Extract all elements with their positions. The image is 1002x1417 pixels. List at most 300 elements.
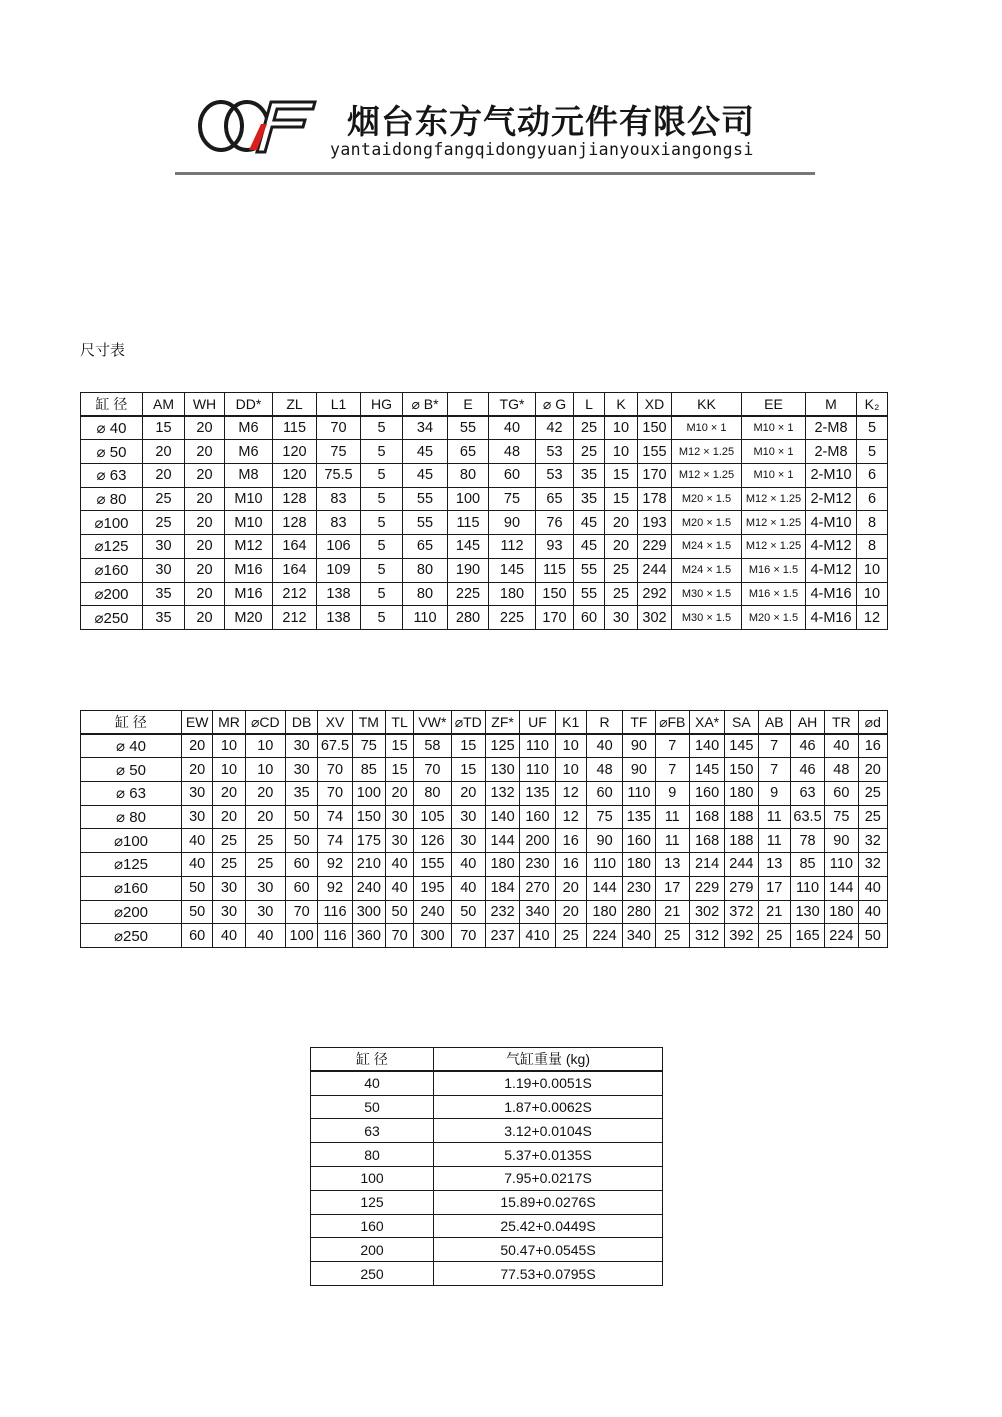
table-cell: 20 — [185, 606, 225, 630]
table-cell: 83 — [317, 511, 361, 535]
table-row — [81, 829, 888, 853]
table-cell: 32 — [858, 853, 887, 877]
row-label-cell: ⌀250 — [81, 606, 143, 630]
row-label-cell: ⌀ 50 — [81, 440, 143, 464]
table-cell: 105 — [414, 805, 451, 829]
column-header: ⌀d — [858, 711, 887, 735]
table-cell: M12 × 1.25 — [672, 440, 742, 464]
table-row — [81, 582, 888, 606]
table-cell: 30 — [605, 606, 638, 630]
table-row — [81, 853, 888, 877]
table-cell: 25 — [213, 829, 245, 853]
table-cell: 110 — [520, 734, 555, 758]
table-cell: 164 — [273, 558, 317, 582]
table-cell: 150 — [536, 582, 574, 606]
table-cell: 7.95+0.0217S — [434, 1166, 663, 1190]
row-label-cell: ⌀ 40 — [81, 416, 143, 440]
table-cell: 20 — [185, 511, 225, 535]
row-label-cell: 63 — [311, 1119, 434, 1143]
table-cell: 55 — [403, 487, 448, 511]
table-cell: 74 — [318, 805, 352, 829]
table-cell: 20 — [451, 782, 485, 806]
table-cell: 9 — [655, 782, 689, 806]
table-row — [311, 1119, 663, 1143]
table-cell: 170 — [638, 464, 672, 488]
table-cell: 25 — [143, 487, 185, 511]
table-cell: M12 × 1.25 — [742, 511, 806, 535]
table-row — [81, 535, 888, 559]
table-cell: 50 — [385, 900, 413, 924]
table-cell: 229 — [689, 876, 724, 900]
table-cell: 280 — [448, 606, 489, 630]
table-cell: 120 — [273, 440, 317, 464]
table-row — [81, 900, 888, 924]
table-cell: 30 — [245, 876, 285, 900]
table-cell: 150 — [638, 416, 672, 440]
table-cell: 160 — [623, 829, 655, 853]
table-cell: 9 — [758, 782, 790, 806]
table-cell: 20 — [245, 805, 285, 829]
table-cell: 63 — [790, 782, 824, 806]
table-row — [311, 1143, 663, 1167]
table-cell: 125 — [485, 734, 519, 758]
table-cell: 80 — [414, 782, 451, 806]
row-label-cell: ⌀ 80 — [81, 487, 143, 511]
table-cell: 30 — [213, 900, 245, 924]
table-cell: 279 — [725, 876, 758, 900]
table-cell: M12 — [225, 535, 273, 559]
table-cell: 70 — [318, 758, 352, 782]
table-cell: 5 — [361, 558, 403, 582]
table-cell: 3.12+0.0104S — [434, 1119, 663, 1143]
table-cell: 100 — [352, 782, 385, 806]
table-cell: 63.5 — [790, 805, 824, 829]
table-cell: 5 — [361, 464, 403, 488]
table-cell: 30 — [245, 900, 285, 924]
table-cell: M10 × 1 — [672, 416, 742, 440]
table-cell: 372 — [725, 900, 758, 924]
table-row — [81, 876, 888, 900]
table-cell: 109 — [317, 558, 361, 582]
table-cell: 2-M10 — [806, 464, 857, 488]
table-cell: 115 — [448, 511, 489, 535]
table-cell: 180 — [825, 900, 858, 924]
table-cell: 17 — [655, 876, 689, 900]
table-cell: 42 — [536, 416, 574, 440]
table-cell: 75 — [352, 734, 385, 758]
table-row — [81, 487, 888, 511]
table-cell: 25 — [574, 416, 605, 440]
table-cell: 168 — [689, 829, 724, 853]
column-header: DD* — [225, 393, 273, 417]
table-cell: 50 — [182, 900, 213, 924]
table-cell: 20 — [185, 582, 225, 606]
table-row — [81, 758, 888, 782]
table-cell: 30 — [143, 535, 185, 559]
column-header: ZF* — [485, 711, 519, 735]
column-header: ⌀FB — [655, 711, 689, 735]
table-cell: 60 — [586, 782, 622, 806]
table-cell: 140 — [485, 805, 519, 829]
table-cell: 35 — [143, 606, 185, 630]
column-header: TR — [825, 711, 858, 735]
table-cell: 60 — [286, 853, 318, 877]
dimension-table-1 — [80, 392, 888, 630]
table-cell: 160 — [520, 805, 555, 829]
table-cell: 20 — [245, 782, 285, 806]
column-header: DB — [286, 711, 318, 735]
column-header: TM — [352, 711, 385, 735]
row-label-cell: 125 — [311, 1190, 434, 1214]
table-cell: 30 — [385, 805, 413, 829]
column-header: R — [586, 711, 622, 735]
table-cell: 67.5 — [318, 734, 352, 758]
table-cell: 20 — [143, 464, 185, 488]
table-cell: 60 — [286, 876, 318, 900]
table-cell: 30 — [286, 734, 318, 758]
table-cell: 144 — [485, 829, 519, 853]
table-cell: 130 — [485, 758, 519, 782]
column-header: K₂ — [857, 393, 888, 417]
company-name-cn: 烟台东方气动元件有限公司 — [347, 102, 755, 141]
table-cell: 116 — [318, 900, 352, 924]
table-cell: 16 — [555, 853, 586, 877]
table-row — [81, 782, 888, 806]
table-cell: 126 — [414, 829, 451, 853]
table-cell: 410 — [520, 924, 555, 948]
table-cell: 46 — [790, 734, 824, 758]
table-cell: 90 — [825, 829, 858, 853]
table-cell: 30 — [451, 805, 485, 829]
table-cell: 15 — [143, 416, 185, 440]
table-cell: 25 — [143, 511, 185, 535]
table-cell: 170 — [536, 606, 574, 630]
row-label-cell: 80 — [311, 1143, 434, 1167]
table-cell: 80 — [403, 582, 448, 606]
column-header: 缸 径 — [81, 711, 182, 735]
row-label-cell: ⌀160 — [81, 876, 182, 900]
table-cell: 138 — [317, 606, 361, 630]
table-row — [311, 1166, 663, 1190]
table-cell: 237 — [485, 924, 519, 948]
table-cell: 7 — [655, 758, 689, 782]
table-cell: M20 × 1.5 — [672, 511, 742, 535]
table-header-row — [311, 1048, 663, 1072]
table-cell: 13 — [655, 853, 689, 877]
table-header-row — [81, 711, 888, 735]
table-cell: 40 — [489, 416, 536, 440]
table-cell: M24 × 1.5 — [672, 558, 742, 582]
table-row — [81, 440, 888, 464]
column-header: L1 — [317, 393, 361, 417]
column-header: ⌀TD — [451, 711, 485, 735]
table-cell: 15 — [451, 734, 485, 758]
table-cell: 50 — [286, 805, 318, 829]
table-cell: 35 — [286, 782, 318, 806]
table-cell: 145 — [689, 758, 724, 782]
column-header: UF — [520, 711, 555, 735]
table-cell: 225 — [489, 606, 536, 630]
table-row — [311, 1071, 663, 1095]
table-cell: 20 — [185, 487, 225, 511]
table-cell: 45 — [574, 535, 605, 559]
table-cell: 50.47+0.0545S — [434, 1238, 663, 1262]
table-cell: 65 — [403, 535, 448, 559]
table-cell: 30 — [451, 829, 485, 853]
table-cell: 4-M12 — [806, 535, 857, 559]
table-cell: 75 — [317, 440, 361, 464]
table-cell: 20 — [213, 805, 245, 829]
table-cell: 75 — [825, 805, 858, 829]
table-cell: 25 — [605, 582, 638, 606]
table-cell: 5 — [361, 511, 403, 535]
table-cell: 7 — [655, 734, 689, 758]
table-cell: 340 — [520, 900, 555, 924]
table-cell: 20 — [182, 734, 213, 758]
table-cell: 2-M8 — [806, 416, 857, 440]
table-cell: 78 — [790, 829, 824, 853]
table-cell: 40 — [182, 829, 213, 853]
table-cell: 106 — [317, 535, 361, 559]
column-header: ZL — [273, 393, 317, 417]
table-cell: 55 — [448, 416, 489, 440]
table-cell: 5 — [361, 440, 403, 464]
table-cell: M30 × 1.5 — [672, 582, 742, 606]
table-cell: 70 — [318, 782, 352, 806]
table-cell: 224 — [586, 924, 622, 948]
table-cell: 20 — [213, 782, 245, 806]
table-cell: 6 — [857, 464, 888, 488]
column-header: 缸 径 — [81, 393, 143, 417]
table-cell: 40 — [385, 876, 413, 900]
table-cell: 46 — [790, 758, 824, 782]
table-cell: 10 — [245, 758, 285, 782]
table-cell: 214 — [689, 853, 724, 877]
table-cell: 7 — [758, 734, 790, 758]
table-cell: 2-M8 — [806, 440, 857, 464]
row-label-cell: ⌀ 40 — [81, 734, 182, 758]
table-cell: M6 — [225, 440, 273, 464]
table-cell: 70 — [317, 416, 361, 440]
table-cell: 70 — [286, 900, 318, 924]
table-cell: 132 — [485, 782, 519, 806]
table-cell: 70 — [414, 758, 451, 782]
table-cell: 144 — [586, 876, 622, 900]
table-cell: 75 — [489, 487, 536, 511]
table-cell: 21 — [758, 900, 790, 924]
table-cell: 58 — [414, 734, 451, 758]
table-cell: 15.89+0.0276S — [434, 1190, 663, 1214]
table-cell: 212 — [273, 606, 317, 630]
table-cell: M24 × 1.5 — [672, 535, 742, 559]
table-cell: 244 — [725, 853, 758, 877]
table-row — [81, 511, 888, 535]
table-cell: 280 — [623, 900, 655, 924]
table-cell: 164 — [273, 535, 317, 559]
table-row — [81, 416, 888, 440]
table-cell: 302 — [689, 900, 724, 924]
table-cell: 10 — [857, 582, 888, 606]
row-label-cell: ⌀125 — [81, 853, 182, 877]
table-cell: 48 — [489, 440, 536, 464]
table-cell: 15 — [385, 758, 413, 782]
column-header: M — [806, 393, 857, 417]
table-cell: 5 — [857, 416, 888, 440]
column-header: TF — [623, 711, 655, 735]
column-header: 缸 径 — [311, 1048, 434, 1072]
table-cell: 92 — [318, 853, 352, 877]
table-cell: 4-M16 — [806, 582, 857, 606]
table-cell: 34 — [403, 416, 448, 440]
table-cell: 11 — [655, 829, 689, 853]
table-cell: 15 — [605, 464, 638, 488]
row-label-cell: 250 — [311, 1262, 434, 1286]
table-cell: 10 — [857, 558, 888, 582]
table-cell: 5 — [361, 535, 403, 559]
table-cell: 12 — [555, 782, 586, 806]
table-cell: 188 — [725, 805, 758, 829]
column-header: HG — [361, 393, 403, 417]
table-cell: 292 — [638, 582, 672, 606]
table-cell: 11 — [758, 829, 790, 853]
table-cell: 20 — [555, 900, 586, 924]
table-cell: M10 × 1 — [742, 464, 806, 488]
column-header: K1 — [555, 711, 586, 735]
table-cell: 40 — [858, 876, 887, 900]
column-header: SA — [725, 711, 758, 735]
table-row — [311, 1238, 663, 1262]
column-header: WH — [185, 393, 225, 417]
table-cell: 40 — [858, 900, 887, 924]
table-cell: 12 — [555, 805, 586, 829]
table-row — [81, 924, 888, 948]
table-cell: 70 — [451, 924, 485, 948]
table-cell: 13 — [758, 853, 790, 877]
table-cell: 80 — [403, 558, 448, 582]
table-cell: 232 — [485, 900, 519, 924]
table-cell: 25 — [574, 440, 605, 464]
table-cell: M20 × 1.5 — [672, 487, 742, 511]
table-cell: 32 — [858, 829, 887, 853]
column-header: EW — [182, 711, 213, 735]
company-logo-icon — [197, 96, 317, 156]
table-cell: 55 — [574, 558, 605, 582]
table-cell: M10 — [225, 511, 273, 535]
table-cell: 10 — [245, 734, 285, 758]
table-row — [311, 1214, 663, 1238]
table-cell: 180 — [489, 582, 536, 606]
table-cell: M16 × 1.5 — [742, 582, 806, 606]
table-cell: 180 — [586, 900, 622, 924]
table-cell: 76 — [536, 511, 574, 535]
table-cell: M16 — [225, 558, 273, 582]
table-cell: 4-M16 — [806, 606, 857, 630]
table-cell: 5 — [857, 440, 888, 464]
table-cell: 16 — [858, 734, 887, 758]
table-cell: 128 — [273, 511, 317, 535]
table-cell: 20 — [185, 558, 225, 582]
table-cell: 90 — [623, 758, 655, 782]
table-cell: 135 — [520, 782, 555, 806]
table-cell: 45 — [403, 440, 448, 464]
table-cell: M6 — [225, 416, 273, 440]
table-cell: 48 — [825, 758, 858, 782]
table-cell: 53 — [536, 464, 574, 488]
table-cell: 210 — [352, 853, 385, 877]
table-cell: M20 — [225, 606, 273, 630]
table-cell: 155 — [638, 440, 672, 464]
table-cell: 25 — [655, 924, 689, 948]
table-cell: 5 — [361, 487, 403, 511]
table-cell: 40 — [182, 853, 213, 877]
table-cell: 135 — [623, 805, 655, 829]
table-cell: 25 — [213, 853, 245, 877]
row-label-cell: 160 — [311, 1214, 434, 1238]
table-cell: 85 — [352, 758, 385, 782]
table-cell: 225 — [448, 582, 489, 606]
table-cell: 90 — [586, 829, 622, 853]
column-header: ⌀ B* — [403, 393, 448, 417]
table-cell: 30 — [182, 782, 213, 806]
row-label-cell: ⌀250 — [81, 924, 182, 948]
table-cell: 145 — [725, 734, 758, 758]
table-cell: 40 — [586, 734, 622, 758]
table-cell: 10 — [555, 734, 586, 758]
table-cell: 35 — [574, 487, 605, 511]
table-cell: M12 × 1.25 — [742, 535, 806, 559]
column-header: AM — [143, 393, 185, 417]
table-cell: 40 — [245, 924, 285, 948]
table-cell: 53 — [536, 440, 574, 464]
table-cell: 8 — [857, 511, 888, 535]
table-cell: 115 — [536, 558, 574, 582]
table-row — [311, 1262, 663, 1286]
table-row — [311, 1095, 663, 1119]
table-cell: 240 — [352, 876, 385, 900]
table-cell: M10 × 1 — [742, 440, 806, 464]
table-cell: 110 — [825, 853, 858, 877]
table-cell: 230 — [520, 853, 555, 877]
row-label-cell: ⌀ 63 — [81, 782, 182, 806]
table-cell: 50 — [451, 900, 485, 924]
table-cell: 100 — [448, 487, 489, 511]
table-cell: 128 — [273, 487, 317, 511]
table-cell: 10 — [605, 416, 638, 440]
table-cell: 15 — [385, 734, 413, 758]
table-cell: 20 — [605, 511, 638, 535]
table-row — [311, 1190, 663, 1214]
table-cell: 10 — [213, 758, 245, 782]
table-cell: 200 — [520, 829, 555, 853]
column-header: TG* — [489, 393, 536, 417]
table-cell: 77.53+0.0795S — [434, 1262, 663, 1286]
table-cell: 168 — [689, 805, 724, 829]
row-label-cell: ⌀ 80 — [81, 805, 182, 829]
table-cell: 110 — [790, 876, 824, 900]
section-title: 尺寸表 — [80, 341, 126, 359]
table-cell: 5.37+0.0135S — [434, 1143, 663, 1167]
table-cell: 138 — [317, 582, 361, 606]
row-label-cell: ⌀160 — [81, 558, 143, 582]
column-header: 气缸重量 (kg) — [434, 1048, 663, 1072]
table-cell: 25 — [858, 782, 887, 806]
table-cell: 130 — [790, 900, 824, 924]
column-header: XV — [318, 711, 352, 735]
table-cell: 25 — [245, 829, 285, 853]
table-cell: M10 × 1 — [742, 416, 806, 440]
table-cell: 300 — [352, 900, 385, 924]
table-row — [81, 734, 888, 758]
